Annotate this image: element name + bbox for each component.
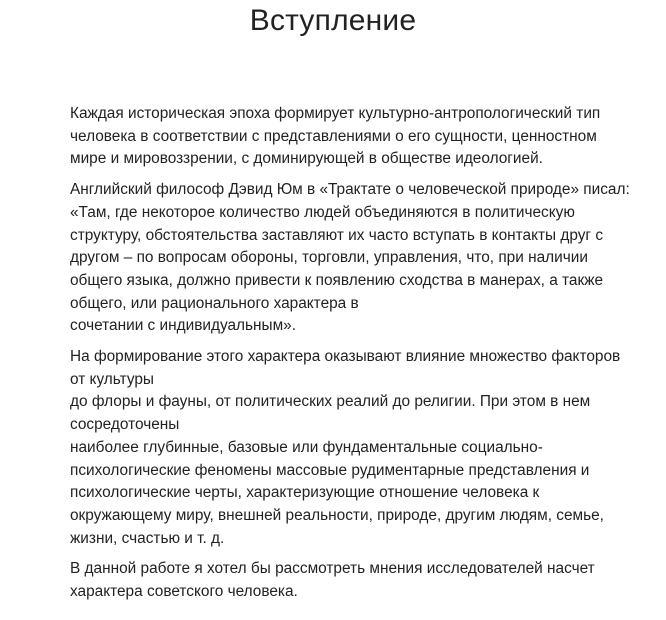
text-line: человека в соответствии с представлениями о его сущности, ценностном bbox=[70, 127, 597, 145]
paragraph-4 bbox=[70, 558, 660, 603]
paragraph-1 bbox=[70, 103, 660, 171]
document-body bbox=[70, 103, 660, 612]
text-line: общего языка, должно привести к появлению сходства в манерах, а также bbox=[70, 271, 604, 289]
text-line: общего, или рационального характера в bbox=[70, 294, 359, 312]
text-line: структуру, обстоятельства заставляют их часто вступать в контакты друг с bbox=[70, 226, 604, 244]
text-line: Английский философ Дэвид Юм в «Трактате о человеческой природе» писал: bbox=[70, 181, 630, 199]
text-line: В данной работе я хотел бы рассмотреть мнения исследователей насчет bbox=[70, 560, 595, 578]
text-line: мире и мировоззрении, с доминирующей в обществе идеологией. bbox=[70, 150, 543, 168]
text-line: наиболее глубинные, базовые или фундаментальные социально- bbox=[70, 438, 543, 456]
text-line: от культуры bbox=[70, 370, 154, 388]
text-line: жизни, счастью и т. д. bbox=[70, 529, 225, 547]
text-line: другом – по вопросам обороны, торговли, управления, что, при наличии bbox=[70, 249, 588, 267]
text-line: сочетании с индивидуальным». bbox=[70, 317, 297, 335]
text-line: характера советского человека. bbox=[70, 583, 298, 601]
text-line: психологические черты, характеризующие отношение человека к bbox=[70, 484, 540, 502]
text-line: до флоры и фауны, от политических реалий до религии. При этом в нем bbox=[70, 393, 591, 411]
text-line: психологические феномены массовые рудиментарные представления и bbox=[70, 461, 590, 479]
text-line: Каждая историческая эпоха формирует культурно-антропологический тип bbox=[70, 105, 601, 122]
text-line: На формирование этого характера оказывают влияние множество факторов bbox=[70, 348, 621, 366]
text-line: «Там, где некоторое количество людей объединяются в политическую bbox=[70, 203, 575, 221]
paragraph-3 bbox=[70, 346, 660, 550]
text-line: сосредоточены bbox=[70, 416, 180, 434]
paragraph-2 bbox=[70, 179, 660, 338]
page-title: Вступление bbox=[249, 4, 417, 37]
text-line: окружающему миру, внешней реальности, природе, другим людям, семье, bbox=[70, 506, 604, 524]
